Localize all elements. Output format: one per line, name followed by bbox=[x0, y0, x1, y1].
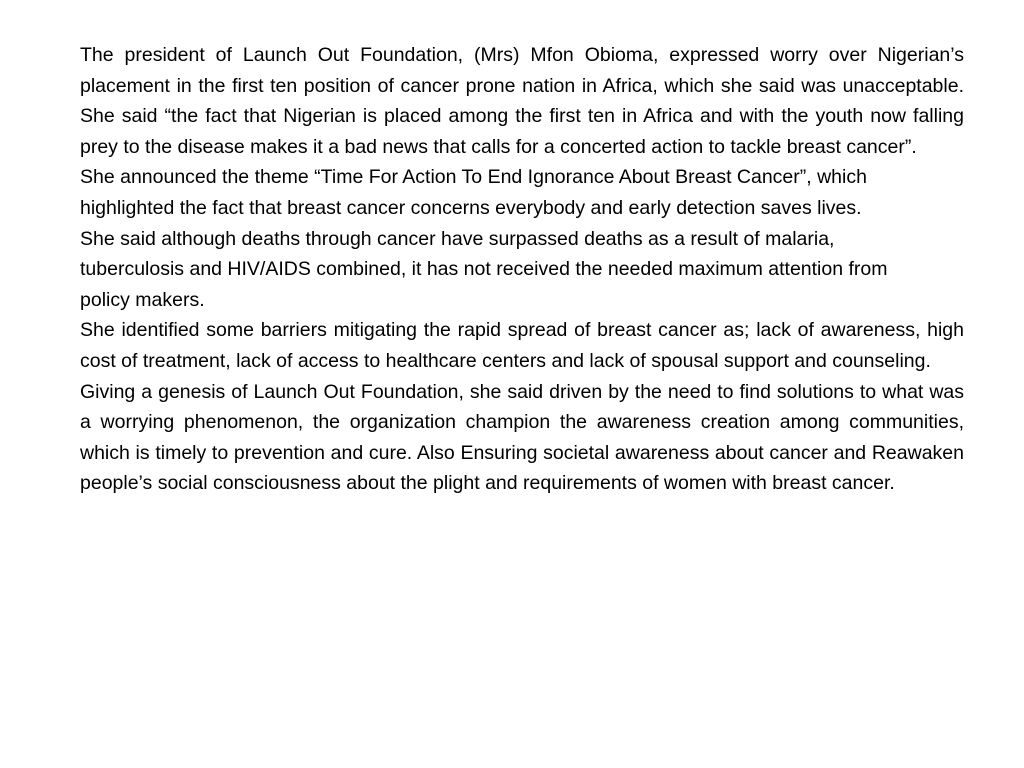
paragraph-4: She identified some barriers mitigating the rapid spread of breast cancer as; lack of awareness, high cost of treatment, lack of access to healthcare centers and lack of spousal support and counseling. bbox=[80, 319, 964, 372]
body-text bbox=[80, 40, 964, 499]
paragraph-3: She said although deaths through cancer have surpassed deaths as a result of malaria, tuberculosis and HIV/AIDS combined, it has not received the needed maximum attention from policy makers. bbox=[80, 227, 888, 311]
paragraph-5: Giving a genesis of Launch Out Foundation, she said driven by the need to find solutions to what was a worrying phenomenon, the organization champion the awareness creation among communities, which is timely to prevention and cure. Also Ensuring societal awareness about cancer and Reawaken people’s social consciousness about the plight and requirements of women with breast cancer. bbox=[80, 380, 964, 495]
paragraph-2: She announced the theme “Time For Action To End Ignorance About Breast Cancer”, which highlighted the fact that breast cancer concerns everybody and early detection saves lives. bbox=[80, 166, 867, 219]
paragraph-1: The president of Launch Out Foundation, (Mrs) Mfon Obioma, expressed worry over Nigerian’s placement in the first ten position of cancer prone nation in Africa, which she said was unacceptable. She said “the fact that Nigerian is placed among the first ten in Africa and with the youth now falling prey to the disease makes it a bad news that calls for a concerted action to tackle breast cancer”. bbox=[80, 44, 964, 158]
